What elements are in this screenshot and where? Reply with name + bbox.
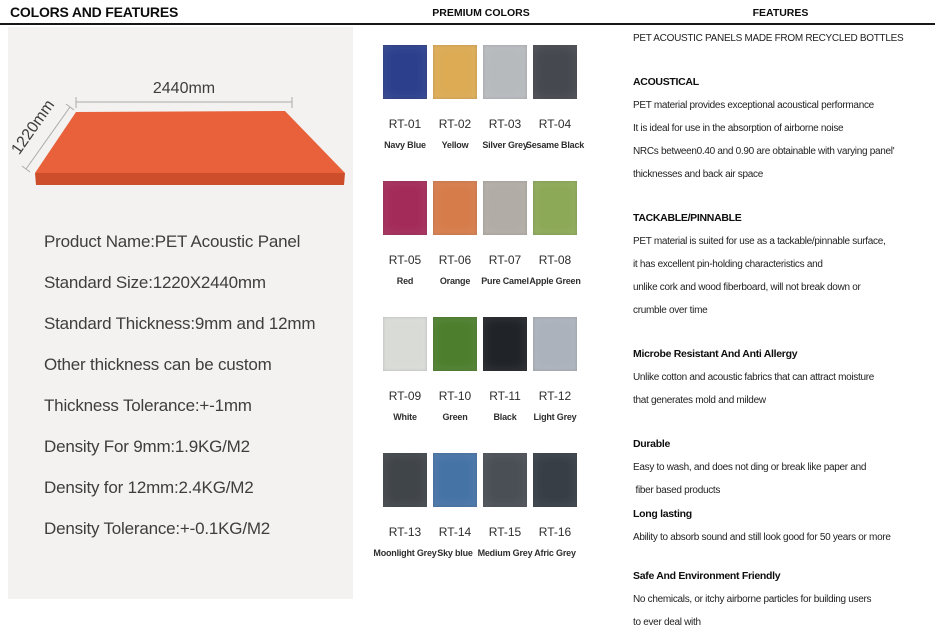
color-swatch <box>383 317 427 371</box>
color-code-label: RT-12 <box>538 389 572 403</box>
color-swatch-item <box>433 453 477 559</box>
color-swatch-item <box>483 317 527 423</box>
feature-section-title: Safe And Environment Friendly <box>633 570 781 582</box>
spec-line: Density For 9mm:1.9KG/M2 <box>44 437 250 456</box>
color-swatch-item <box>373 453 437 559</box>
color-name-label: Orange <box>439 276 471 286</box>
color-swatch <box>483 453 527 507</box>
color-code-label: RT-02 <box>438 117 472 131</box>
spec-list <box>44 232 347 560</box>
color-name-label: Sesame Black <box>525 140 585 150</box>
color-code-label: RT-03 <box>488 117 522 131</box>
color-swatch-item <box>529 181 581 287</box>
color-swatch <box>433 317 477 371</box>
color-name-label: White <box>393 412 417 422</box>
depth-dimension-tick-top <box>66 104 74 110</box>
feature-line: Ability to absorb sound and still look good for 50 years or more <box>633 532 891 543</box>
color-swatch <box>533 45 577 99</box>
feature-line: It is ideal for use in the absorption of airborne noise <box>633 123 844 134</box>
color-name-label: Navy Blue <box>384 140 426 150</box>
color-swatch-item <box>477 453 533 559</box>
color-name-label: Sky blue <box>437 548 473 558</box>
color-code-label: RT-16 <box>538 525 572 539</box>
color-name-label: Green <box>442 412 468 422</box>
feature-line: thicknesses and back air space <box>633 169 763 180</box>
panel-depth-dimension: 1220mm <box>8 97 59 158</box>
color-swatch <box>483 45 527 99</box>
feature-line: to ever deal with <box>633 617 701 628</box>
color-swatch-item <box>483 45 527 151</box>
color-swatch-item <box>383 45 427 151</box>
color-swatch-item <box>433 317 477 423</box>
color-swatch-item <box>383 181 427 287</box>
spec-line: Standard Thickness:9mm and 12mm <box>44 314 316 333</box>
color-swatch-item <box>525 45 585 151</box>
feature-section <box>633 565 935 634</box>
feature-line: fiber based products <box>633 485 721 496</box>
color-swatch-item <box>533 317 577 423</box>
color-swatch-item <box>383 317 427 423</box>
color-swatch <box>483 317 527 371</box>
color-swatch-item <box>433 181 477 287</box>
feature-section <box>633 71 935 186</box>
color-name-label: Moonlight Grey <box>373 548 437 558</box>
color-name-label: Red <box>396 276 414 286</box>
feature-line: crumble over time <box>633 305 708 316</box>
feature-section-title: Durable <box>633 438 670 450</box>
color-name-label: Yellow <box>441 140 469 150</box>
color-code-label: RT-04 <box>538 117 572 131</box>
color-swatch <box>433 453 477 507</box>
feature-section-title: Microbe Resistant And Anti Allergy <box>633 348 798 360</box>
feature-sections <box>633 71 935 634</box>
color-swatch <box>533 453 577 507</box>
features-intro: PET ACOUSTIC PANELS MADE FROM RECYCLED BOTTLES <box>633 33 904 44</box>
feature-line: PET material is suited for use as a tackable/pinnable surface, <box>633 236 886 247</box>
product-image-panel <box>8 27 353 599</box>
spec-line: Product Name:PET Acoustic Panel <box>44 232 301 251</box>
feature-line: it has excellent pin-holding characteristics and <box>633 259 823 270</box>
feature-line: No chemicals, or itchy airborne particles for building users <box>633 594 872 605</box>
color-name-label: Medium Grey <box>477 548 533 558</box>
color-name-label: Silver Grey <box>482 140 528 150</box>
color-code-label: RT-05 <box>388 253 422 267</box>
left-column-header: COLORS AND FEATURES <box>10 4 179 20</box>
feature-line: Unlike cotton and acoustic fabrics that can attract moisture <box>633 372 875 383</box>
depth-dimension-tick-bottom <box>22 166 30 172</box>
feature-section-title: TACKABLE/PINNABLE <box>633 212 742 224</box>
color-swatch <box>433 45 477 99</box>
color-code-label: RT-14 <box>438 525 472 539</box>
middle-column-header: PREMIUM COLORS <box>432 7 530 19</box>
color-name-label: Black <box>493 412 517 422</box>
feature-line: unlike cork and wood fiberboard, will not break down or <box>633 282 861 293</box>
feature-section-title: ACOUSTICAL <box>633 76 699 88</box>
panel-top-surface <box>35 111 345 173</box>
header-divider-line <box>0 23 935 25</box>
feature-section <box>633 343 935 412</box>
color-swatch-grid <box>373 45 585 559</box>
spec-line: Other thickness can be custom <box>44 355 272 374</box>
feature-line: Easy to wash, and does not ding or break like paper and <box>633 462 867 473</box>
feature-section <box>633 433 935 502</box>
color-code-label: RT-15 <box>488 525 522 539</box>
color-swatch <box>533 181 577 235</box>
color-swatch <box>383 45 427 99</box>
color-code-label: RT-11 <box>489 389 521 403</box>
color-swatch <box>533 317 577 371</box>
spec-line: Thickness Tolerance:+-1mm <box>44 396 252 415</box>
feature-section-title: Long lasting <box>633 508 692 520</box>
color-code-label: RT-09 <box>388 389 422 403</box>
color-code-label: RT-10 <box>438 389 472 403</box>
color-swatch <box>383 453 427 507</box>
color-name-label: Light Grey <box>533 412 577 422</box>
color-swatch <box>433 181 477 235</box>
color-name-label: Apple Green <box>529 276 581 286</box>
color-swatch-item <box>483 181 527 287</box>
color-code-label: RT-01 <box>388 117 422 131</box>
color-swatch <box>383 181 427 235</box>
color-code-label: RT-13 <box>388 525 422 539</box>
spec-line: Density Tolerance:+-0.1KG/M2 <box>44 519 271 538</box>
color-code-label: RT-07 <box>488 253 522 267</box>
right-column-header: FEATURES <box>752 7 809 19</box>
feature-line: PET material provides exceptional acoustical performance <box>633 100 874 111</box>
color-swatch <box>483 181 527 235</box>
color-code-label: RT-06 <box>438 253 472 267</box>
features-column <box>633 27 935 634</box>
color-name-label: Afric Grey <box>534 548 576 558</box>
feature-line: that generates mold and mildew <box>633 395 766 406</box>
color-swatch-item <box>533 453 577 559</box>
color-name-label: Pure Camel <box>481 276 529 286</box>
color-code-label: RT-08 <box>538 253 572 267</box>
panel-width-dimension: 2440mm <box>152 80 216 97</box>
feature-line: NRCs between0.40 and 0.90 are obtainable with varying panel' <box>633 146 895 157</box>
spec-line: Density for 12mm:2.4KG/M2 <box>44 478 254 497</box>
color-swatch-item <box>433 45 477 151</box>
spec-line: Standard Size:1220X2440mm <box>44 273 266 292</box>
feature-section <box>633 503 935 549</box>
acoustic-panel-illustration <box>8 27 353 227</box>
feature-section <box>633 207 935 322</box>
panel-front-edge <box>35 173 345 185</box>
